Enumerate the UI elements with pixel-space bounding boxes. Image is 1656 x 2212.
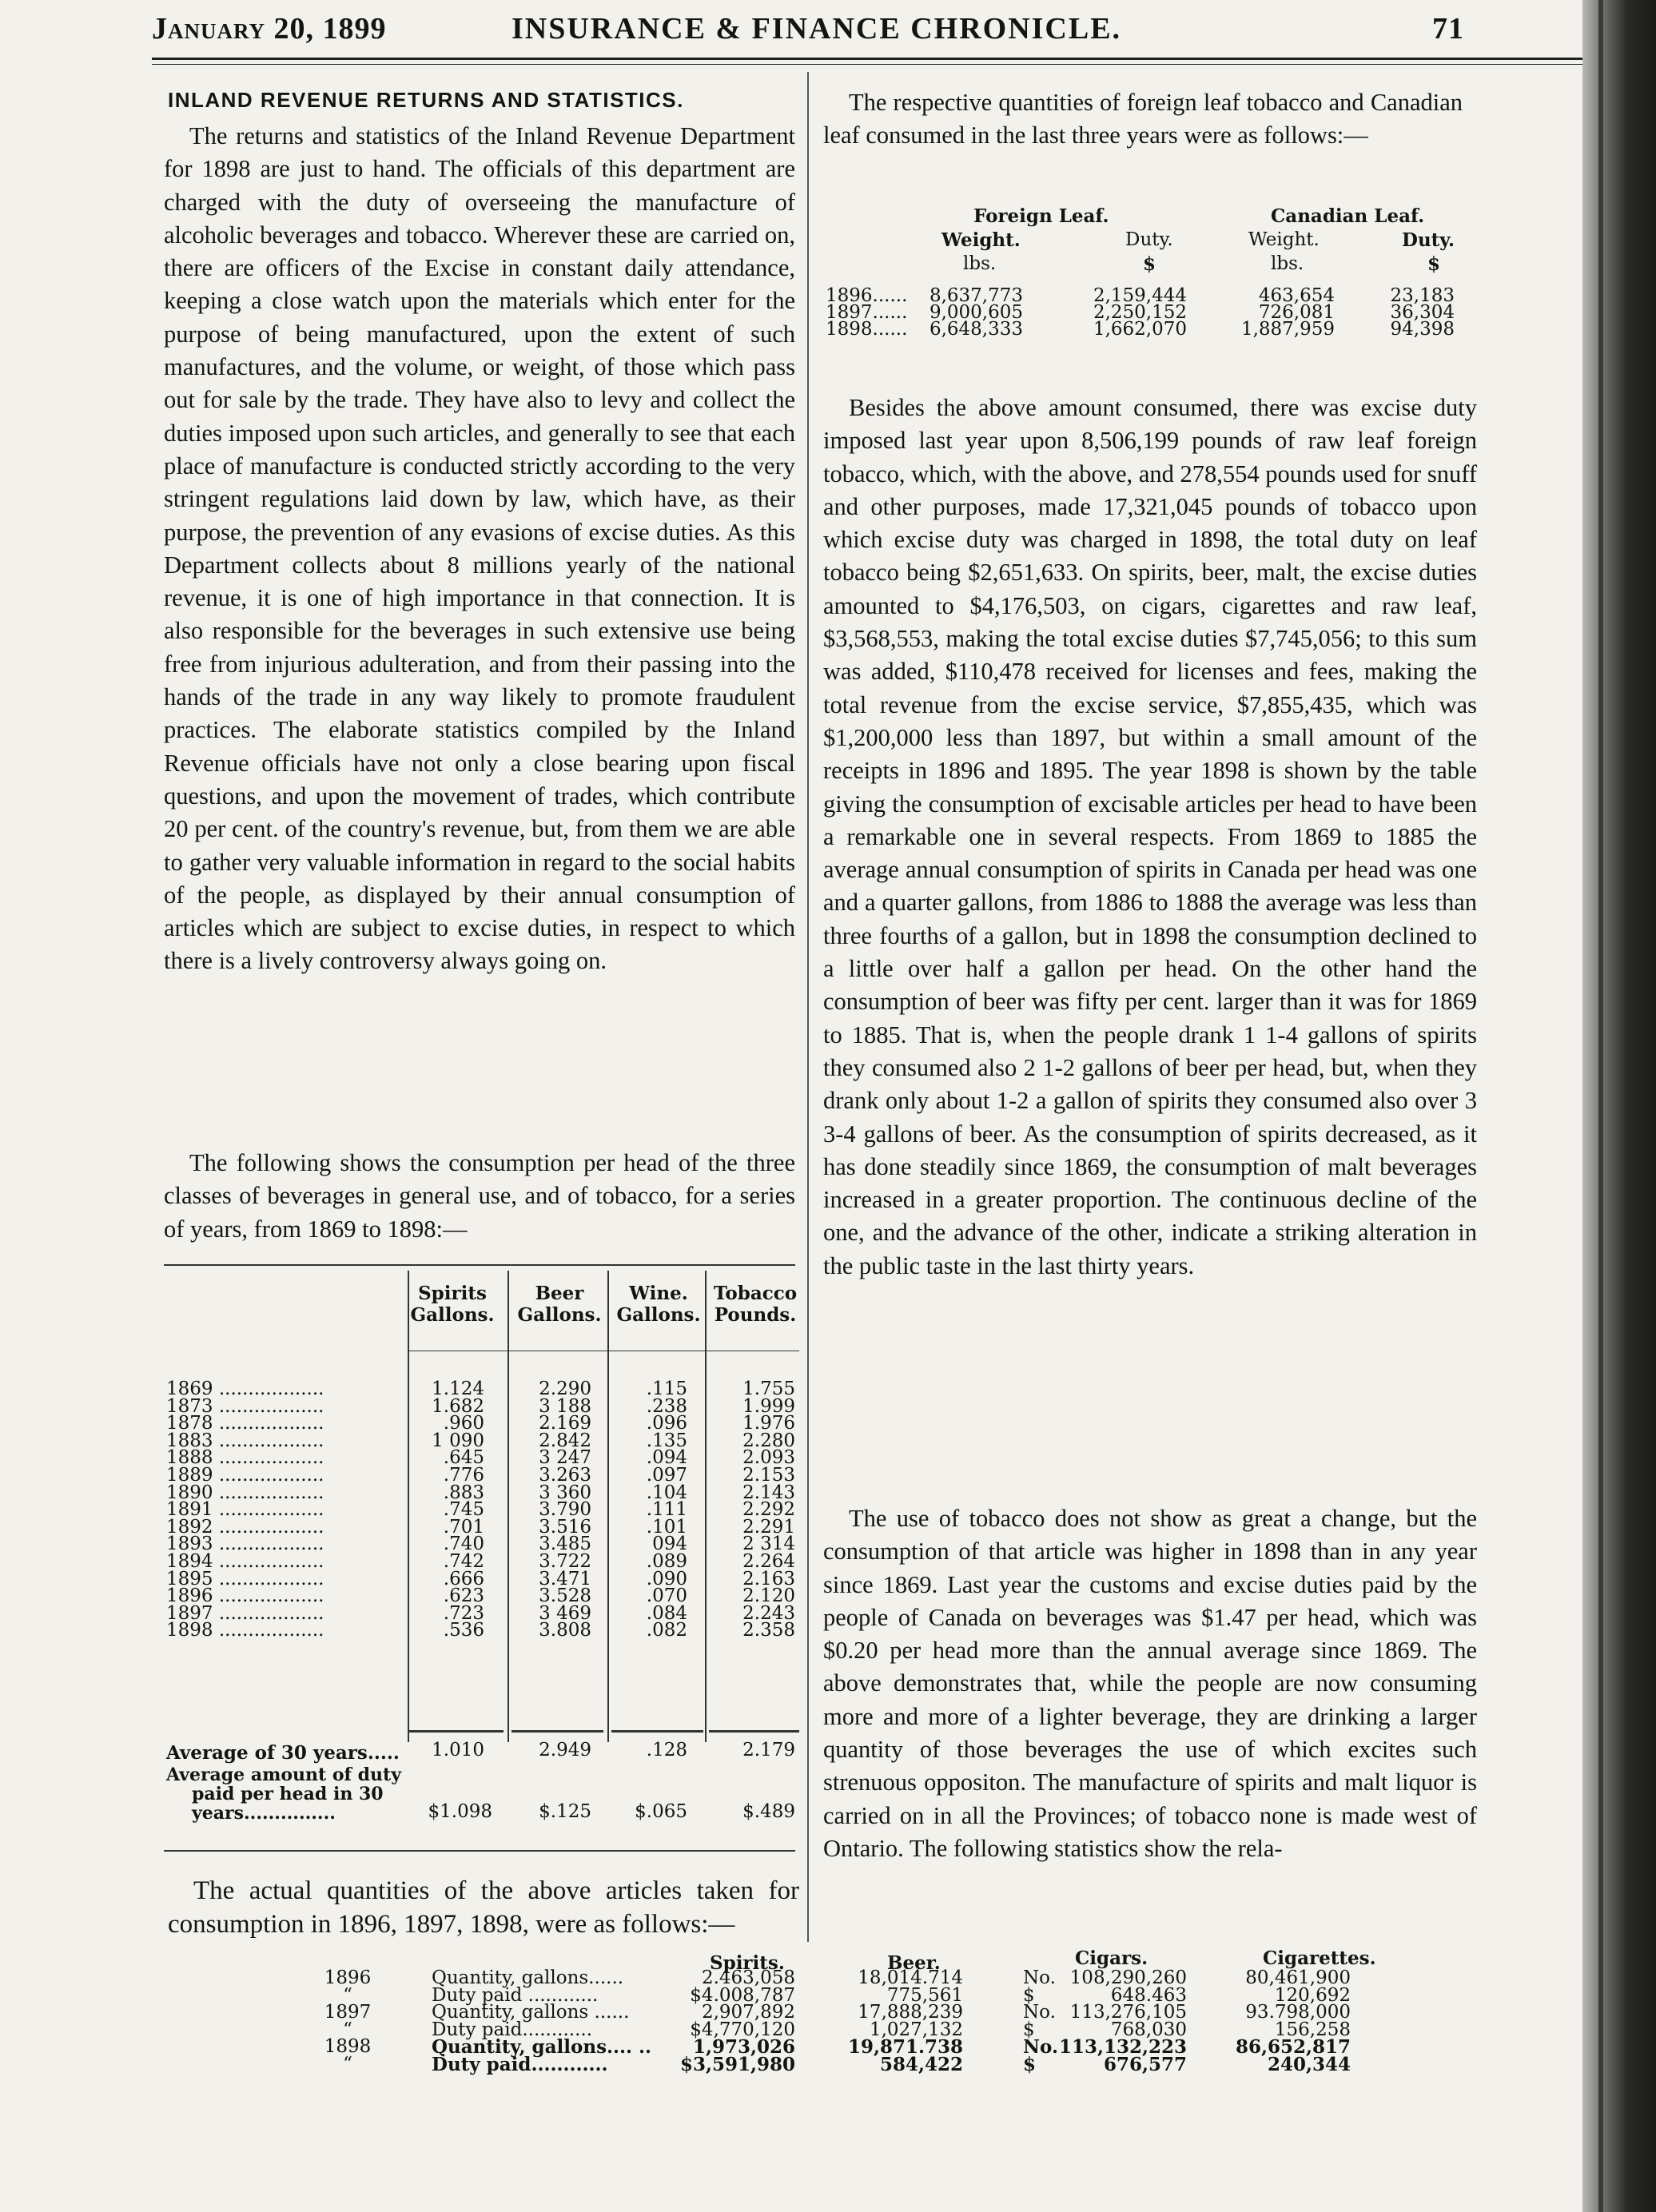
leaf-row-year: 1898...... [826, 319, 908, 340]
qty-cell-prefix: No. [1023, 2002, 1056, 2023]
qty-header-cigarettes: Cigarettes. [1263, 1947, 1376, 1969]
table-cell-beer: 3.790 [539, 1499, 591, 1521]
table-cell-spirits: .883 [443, 1482, 484, 1503]
publication-title: INSURANCE & FINANCE CHRONICLE. [512, 12, 1122, 46]
table-row-year: 1895 .................. [166, 1568, 324, 1589]
table-cell-spirits: .776 [443, 1465, 484, 1486]
canadian-leaf-label: Canadian Leaf. [1271, 205, 1425, 227]
average-beer: 2.949 [539, 1740, 591, 1760]
table-cell-spirits: 1.682 [432, 1395, 484, 1417]
table-cell-tobacco: 2.163 [742, 1568, 795, 1589]
table-cell-spirits: .623 [443, 1585, 484, 1607]
table-cell-beer: 3.528 [539, 1585, 591, 1607]
table-row-year: 1894 .................. [166, 1551, 324, 1572]
table-cell-wine: .089 [646, 1551, 687, 1572]
table-row-year: 1889 .................. [166, 1465, 324, 1486]
foreign-leaf-label: Foreign Leaf. [973, 205, 1109, 227]
qty-cell-cigarettes: 120,692 [1274, 1984, 1351, 2006]
binding-edge [1582, 0, 1656, 2212]
qty-row-label: Quantity, gallons.... .. [432, 2036, 652, 2058]
qty-cell-beer: 18,014.714 [858, 1967, 963, 1988]
leaf-cell-canadian-weight: 463,654 [1258, 285, 1335, 306]
table-cell-tobacco: 1.999 [742, 1395, 795, 1417]
table-cell-wine: .090 [646, 1568, 687, 1589]
table-cell-beer: 3.485 [539, 1534, 591, 1555]
table-row-year: 1893 .................. [166, 1534, 324, 1555]
leaf-cell-canadian-weight: 726,081 [1258, 302, 1335, 323]
table-row-year: 1878 .................. [166, 1413, 324, 1434]
table-row-year: 1873 .................. [166, 1395, 324, 1417]
qty-row-year: 1896 [324, 1967, 372, 1988]
qty-cell-beer: 584,422 [879, 2053, 963, 2075]
duty-spirits: $1.098 [428, 1801, 492, 1822]
qty-cell-prefix: $ [1023, 1984, 1035, 2006]
table-cell-wine: .111 [646, 1499, 687, 1521]
leaf-row-year: 1897...... [826, 302, 908, 323]
leaf-cell-canadian-duty: 94,398 [1390, 319, 1455, 340]
col-header-tobacco: Tobacco Pounds. [713, 1283, 798, 1326]
qty-cell-spirits: 1,973,026 [692, 2036, 795, 2058]
average-rule-spirits [408, 1730, 504, 1733]
table-row-year: 1892 .................. [166, 1516, 324, 1538]
average-wine: .128 [646, 1740, 687, 1760]
table-cell-beer: 2.842 [539, 1430, 591, 1451]
qty-cell-spirits: $3,591,980 [679, 2053, 795, 2075]
canadian-lbs-label: lbs. [1271, 253, 1304, 274]
table-cell-tobacco: 2.358 [742, 1620, 795, 1641]
table-cell-wine: .084 [646, 1602, 687, 1624]
duty-label-3: years............... [192, 1803, 336, 1824]
table-cell-wine: .097 [646, 1465, 687, 1486]
binding-line [1598, 0, 1603, 2212]
table-cell-wine: .070 [646, 1585, 687, 1607]
table-row-year: 1869 .................. [166, 1379, 324, 1399]
table-cell-beer: 3.263 [539, 1465, 591, 1486]
article-heading: INLAND REVENUE RETURNS AND STATISTICS. [168, 88, 684, 112]
col-header-wine: Wine. Gallons. [616, 1283, 701, 1326]
canadian-dollar-label: $ [1427, 253, 1441, 275]
table-row-year: 1896 .................. [166, 1585, 324, 1607]
table-cell-spirits: .723 [443, 1602, 484, 1624]
left-paragraph-1: The returns and statistics of the Inland Revenue Department for 1898 are just to hand. The officials of this department are charged with the duty of overseeing the manufacture of alcoholic beverages and tobacco. Wherever these are carried on, there are officers of the Excise in constant daily attendance, keeping a close watch upon the materials which enter for the purpose of being manufactured, upon the extent of such manufactures, and the volume, or weight, of those which pass out for sale by the trade. They have also to levy and collect the duties imposed upon such articles, and generally to see that each place of manufacture is conducted strictly according to the very stringent regulations laid down by law, which have, as their purpose, the prevention of any evasions of excise duties. As this Department collects about 8 millions yearly of the national revenue, it is one of high importance in that connection. It is also responsible for the beverages in such extensive use being free from injurious adulteration, and from their passing into the hands of the trade in any way likely to promote fraudulent practices. The elaborate statistics compiled by the Inland Revenue officials have not only a close bearing upon fiscal questions, and upon the movement of trades, which contribute 20 per cent. of the country's revenue, but, from them we are able to gather very valuable information in regard to the social habits of the people, as displayed by their annual consumption of articles which are subject to excise duties, in respect to which there is a lively controversy always going on. [164, 122, 795, 975]
qty-row-year: “ [343, 1984, 352, 2006]
table-cell-wine: .094 [646, 1447, 687, 1469]
qty-cell-spirits: 2,907,892 [701, 2002, 795, 2023]
qty-header-spirits: Spirits. [710, 1952, 785, 1974]
col-header-spirits: Spirits Gallons. [410, 1283, 495, 1326]
qty-cell-cigars: 108,290,260 [1069, 1967, 1187, 1988]
right-paragraph-2: Besides the above amount consumed, there was excise duty imposed last year upon 8,506,199 pounds of raw leaf foreign tobacco, which, with the above, and 278,554 pounds used for snuff and other purposes, made 17,321,045 pounds of tobacco upon which excise duty was charged in 1898, the total duty on leaf tobacco being $2,651,633. On spirits, beer, malt, the excise duties amounted to $4,176,503, on cigars, cigarettes and raw leaf, $3,568,553, making the total excise duties $7,745,056; to this sum was added, $110,478 received for licenses and fees, making the total revenue from the excise service, $7,855,435, which was $1,200,000 less than 1897, but within a small amount of the receipts in 1896 and 1895. The year 1898 is shown by the table giving the consumption of excisable articles per head to have been a remarkable one in several respects. From 1869 to 1885 the average annual consumption of spirits in Canada per head was one and a quarter gallons, from 1886 to 1888 the average was less than three fourths of a gallon, but in 1898 the consumption declined to a little over half a gallon per head. On the other hand the consumption of beer was fifty per cent. larger than it was for 1869 to 1885. That is, when the people drank 1 1-4 gallons of spirits they consumed also 2 1-2 gallons of beer per head, but, when they drank only about 1-2 a gallon of spirits they consumed also over 3 3-4 gallons of beer. As the consumption of spirits decreased, as it has done steadily since 1869, the consumption of malt beverages increased in a greater proportion. The continuous decline of the one, and the advance of the other, indicate a striking alteration in the public taste in the last thirty years. [823, 394, 1477, 1279]
table-cell-tobacco: 2.292 [742, 1499, 795, 1521]
average-label: Average of 30 years..... [166, 1742, 400, 1764]
table-cell-spirits: .666 [443, 1568, 484, 1589]
table-cell-spirits: 1 090 [432, 1430, 484, 1451]
average-tobacco: 2.179 [742, 1740, 795, 1760]
qty-row-year: 1897 [324, 2002, 372, 2023]
table-row-year: 1897 .................. [166, 1602, 324, 1624]
table-cell-wine: .115 [646, 1379, 687, 1399]
table-bottom-rule [164, 1850, 795, 1852]
table-cell-tobacco: 2.120 [742, 1585, 795, 1607]
table-cell-tobacco: 2.291 [742, 1516, 795, 1538]
left-paragraph-2: The following shows the consumption per head of the three classes of beverages in general use, and of tobacco, for a series of years, from 1869 to 1898:— [164, 1149, 795, 1243]
table-cell-wine: .082 [646, 1620, 687, 1641]
qty-cell-spirits: 2.463,058 [701, 1967, 795, 1988]
qty-row-label: Duty paid............ [432, 2019, 593, 2040]
leaf-cell-foreign-weight: 8,637,773 [929, 285, 1023, 306]
table-cell-spirits: .701 [443, 1516, 484, 1538]
table-cell-beer: 3 360 [539, 1482, 591, 1503]
table-cell-tobacco: 2.264 [742, 1551, 795, 1572]
table-cell-beer: 3 188 [539, 1395, 591, 1417]
table-vline-2 [508, 1271, 509, 1742]
leaf-cell-foreign-duty: 2,159,444 [1093, 285, 1187, 306]
qty-row-year: “ [343, 2053, 352, 2075]
table-cell-tobacco: 2.153 [742, 1465, 795, 1486]
qty-cell-prefix: No. [1023, 1967, 1056, 1988]
col-header-beer: Beer Gallons. [517, 1283, 602, 1326]
table-cell-spirits: .645 [443, 1447, 484, 1469]
qty-row-label: Quantity, gallons...... [432, 1967, 624, 1988]
qty-cell-beer: 19,871.738 [847, 2036, 963, 2058]
table-cell-beer: 3.808 [539, 1620, 591, 1641]
table-row-year: 1890 .................. [166, 1482, 324, 1503]
qty-cell-cigarettes: 86,652,817 [1235, 2036, 1351, 2058]
table-cell-tobacco: 2.093 [742, 1447, 795, 1469]
table-cell-tobacco: 2.143 [742, 1482, 795, 1503]
qty-cell-cigars: 648.463 [1110, 1984, 1187, 2006]
qty-cell-spirits: $4.008,787 [690, 1984, 795, 2006]
right-paragraph-3: The use of tobacco does not show as great a change, but the consumption of that article was higher in 1898 than in any year since 1869. Last year the customs and excise duties paid by the people of Canada on beverages was $1.47 per head, which was $0.20 per head more than the annual average since 1869. The above demonstrates that, while the people are now consuming more and more of a lighter beverage, they are drinking a larger quantity of those beverages the use of which excites such strenuous oppositon. The manufacture of spirits and malt liquor is carried on in all the Provinces; of tobacco none is made west of Ontario. The following statistics show the rela- [823, 1505, 1477, 1862]
average-spirits: 1.010 [432, 1740, 484, 1760]
qty-cell-cigarettes: 240,344 [1267, 2053, 1351, 2075]
header-rule-thin [152, 64, 1582, 65]
qty-cell-cigarettes: 156,258 [1274, 2019, 1351, 2040]
qty-cell-beer: 17,888,239 [858, 2002, 963, 2023]
table-cell-beer: 3.516 [539, 1516, 591, 1538]
qty-cell-spirits: $4,770,120 [690, 2019, 795, 2040]
qty-cell-cigarettes: 93.798,000 [1245, 2002, 1351, 2023]
right-paragraph-1: The respective quantities of foreign leaf tobacco and Canadian leaf consumed in the last three years were as follows:— [823, 89, 1463, 149]
average-rule-wine [611, 1730, 703, 1733]
qty-cell-prefix: No. [1023, 2036, 1058, 2058]
qty-header-beer: Beer. [887, 1952, 941, 1974]
table-vline-4 [705, 1271, 707, 1742]
column-divider [807, 72, 809, 1942]
qty-row-year: “ [343, 2019, 352, 2040]
leaf-cell-foreign-weight: 9,000,605 [929, 302, 1023, 323]
table-cell-tobacco: 2.280 [742, 1430, 795, 1451]
table-cell-tobacco: 2 314 [742, 1534, 795, 1555]
duty-tobacco: $.489 [742, 1801, 795, 1822]
table-row-year: 1888 .................. [166, 1447, 324, 1469]
canadian-weight-label: Weight. [1248, 229, 1320, 250]
table-cell-beer: 3 469 [539, 1602, 591, 1624]
qty-cell-cigars: 676,577 [1103, 2053, 1187, 2075]
qty-cell-cigars: 113,276,105 [1069, 2002, 1187, 2023]
qty-row-label: Quantity, gallons ...... [432, 2002, 630, 2023]
leaf-row-year: 1896...... [826, 285, 908, 306]
average-rule-beer [512, 1730, 603, 1733]
table-cell-wine: .096 [646, 1413, 687, 1434]
table-cell-beer: 3 247 [539, 1447, 591, 1469]
table-top-rule [164, 1264, 795, 1266]
leaf-cell-foreign-duty: 2,250,152 [1093, 302, 1187, 323]
table-cell-tobacco: 2.243 [742, 1602, 795, 1624]
qty-row-label: Duty paid............ [432, 2053, 608, 2075]
duty-wine: $.065 [635, 1801, 687, 1822]
qty-row-label: Duty paid ............ [432, 1984, 599, 2006]
table-cell-tobacco: 1.755 [742, 1379, 795, 1399]
qty-cell-beer: 1,027,132 [869, 2019, 963, 2040]
table-row-year: 1898 .................. [166, 1620, 324, 1641]
table-cell-wine: .104 [646, 1482, 687, 1503]
table-row-year: 1891 .................. [166, 1499, 324, 1521]
canadian-duty-label: Duty. [1402, 229, 1455, 251]
qty-header-cigars: Cigars. [1075, 1947, 1148, 1969]
table-cell-spirits: 1.124 [432, 1379, 484, 1399]
table-cell-spirits: .740 [443, 1534, 484, 1555]
table-cell-spirits: .536 [443, 1620, 484, 1641]
page-number: 71 [1432, 12, 1464, 46]
table-cell-beer: 2.169 [539, 1413, 591, 1434]
table-cell-wine: .135 [646, 1430, 687, 1451]
qty-cell-cigars: 113,132,223 [1058, 2036, 1187, 2058]
qty-row-year: 1898 [324, 2036, 372, 2057]
table-cell-beer: 3.722 [539, 1551, 591, 1572]
table-cell-beer: 2.290 [539, 1379, 591, 1399]
table-cell-spirits: .960 [443, 1413, 484, 1434]
table-cell-spirits: .745 [443, 1499, 484, 1521]
leaf-cell-foreign-weight: 6,648,333 [929, 319, 1023, 340]
header-rule [152, 58, 1582, 60]
qty-cell-prefix: $ [1023, 2019, 1035, 2040]
qty-cell-cigarettes: 80,461,900 [1245, 1967, 1351, 1988]
foreign-duty-label: Duty. [1125, 229, 1173, 250]
duty-beer: $.125 [539, 1801, 591, 1822]
leaf-cell-canadian-duty: 36,304 [1390, 302, 1455, 323]
qty-cell-cigars: 768,030 [1110, 2019, 1187, 2040]
issue-date: January 20, 1899 [152, 12, 387, 46]
average-rule-tobacco [709, 1730, 799, 1733]
left-paragraph-3: The actual quantities of the above articles taken for consumption in 1896, 1897, 1898, were as follows:— [168, 1876, 799, 1939]
leaf-cell-foreign-duty: 1,662,070 [1093, 319, 1187, 340]
table-cell-spirits: .742 [443, 1551, 484, 1572]
table-cell-wine: .238 [646, 1395, 687, 1417]
foreign-weight-label: Weight. [941, 229, 1021, 251]
leaf-cell-canadian-weight: 1,887,959 [1240, 319, 1335, 340]
foreign-lbs-label: lbs. [963, 253, 997, 274]
duty-label-2: paid per head in 30 [192, 1784, 384, 1804]
table-cell-wine: 094 [652, 1534, 687, 1555]
table-cell-tobacco: 1.976 [742, 1413, 795, 1434]
table-cell-wine: .101 [646, 1516, 687, 1538]
table-row-year: 1883 .................. [166, 1430, 324, 1451]
table-cell-beer: 3.471 [539, 1568, 591, 1589]
foreign-dollar-label: $ [1143, 253, 1156, 275]
leaf-cell-canadian-duty: 23,183 [1390, 285, 1455, 306]
qty-cell-prefix: $ [1023, 2053, 1037, 2075]
duty-label-1: Average amount of duty [166, 1764, 401, 1785]
qty-cell-beer: 775,561 [886, 1984, 963, 2006]
